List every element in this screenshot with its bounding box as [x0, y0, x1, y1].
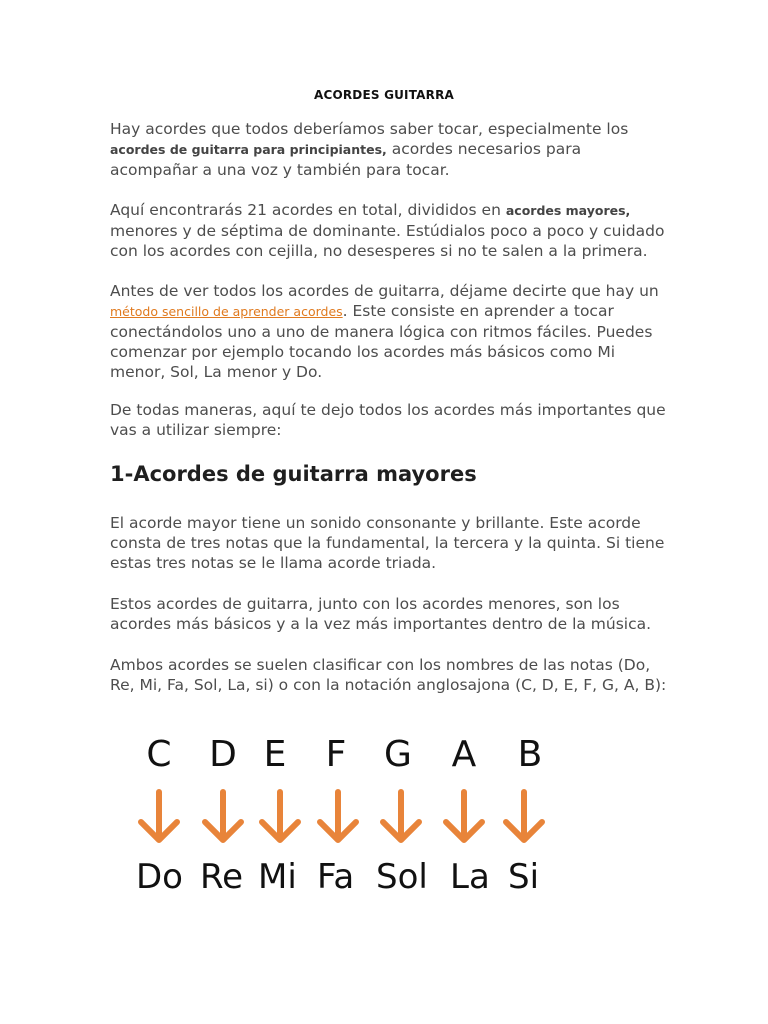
notes-figure [130, 730, 550, 900]
arrow-down-icon [434, 788, 494, 848]
paragraph-method: Antes de ver todos los acordes de guitarra, déjame decirte que hay un método sencillo de aprender acordes. Este consiste en aprender a tocar conectándolos uno a uno de manera lógica con ritmos fáciles. Puedes comenzar por ejemplo tocando los acordes más básicos como Mi menor, Sol, La menor y Do. [110, 282, 659, 381]
arrow-down-icon [129, 788, 189, 848]
paragraph-notation: Ambos acordes se suelen clasificar con los nombres de las notas (Do, Re, Mi, Fa, Sol, La, si) o con la notación anglosajona (C, D, E, F, G, A, B): [110, 656, 667, 694]
note-letter: G [384, 734, 412, 775]
method-link[interactable]: método sencillo de aprender acordes [110, 304, 343, 319]
note-name: La [450, 857, 490, 897]
note-name: Fa [317, 857, 355, 897]
note-letter: E [263, 734, 287, 775]
note-letter: A [451, 734, 477, 775]
note-letter: F [325, 734, 347, 775]
arrow-down-icon [371, 788, 431, 848]
paragraph-intro: Hay acordes que todos deberíamos saber tocar, especialmente los acordes de guitarra para principiantes, acordes necesarios para acompañar a una voz y también para tocar. [110, 120, 629, 179]
paragraph-chord-count: Aquí encontrarás 21 acordes en total, divididos en acordes mayores, menores y de séptima de dominante. Estúdialos poco a poco y cuidado con los acordes con cejilla, no desesperes si no te salen a la primera. [110, 201, 665, 260]
paragraph-major-chord: El acorde mayor tiene un sonido consonante y brillante. Este acorde consta de tres notas que la fundamental, la tercera y la quinta. Si tiene estas tres notas se le llama acorde triada. [110, 514, 665, 572]
note-name: Sol [376, 857, 428, 897]
paragraph-all-chords: De todas maneras, aquí te dejo todos los acordes más importantes que vas a utilizar siempre: [110, 401, 666, 439]
section-heading: 1-Acordes de guitarra mayores [110, 462, 477, 486]
bold-phrase: acordes de guitarra para principiantes, [110, 142, 387, 157]
arrow-down-icon [308, 788, 368, 848]
note-name: Do [136, 857, 183, 897]
note-name: Si [508, 857, 540, 897]
note-letter: D [209, 734, 237, 775]
document-title: ACORDES GUITARRA [313, 88, 455, 102]
note-name: Re [200, 857, 244, 897]
arrow-down-icon [250, 788, 310, 848]
arrow-down-icon [193, 788, 253, 848]
note-letter: C [146, 734, 172, 775]
bold-phrase: acordes mayores, [505, 203, 631, 218]
note-name: Mi [258, 857, 297, 897]
arrow-down-icon [494, 788, 554, 848]
paragraph-basic-chords: Estos acordes de guitarra, junto con los acordes menores, son los acordes más básicos y a la vez más importantes dentro de la música. [110, 595, 652, 633]
note-letter: B [517, 734, 543, 775]
